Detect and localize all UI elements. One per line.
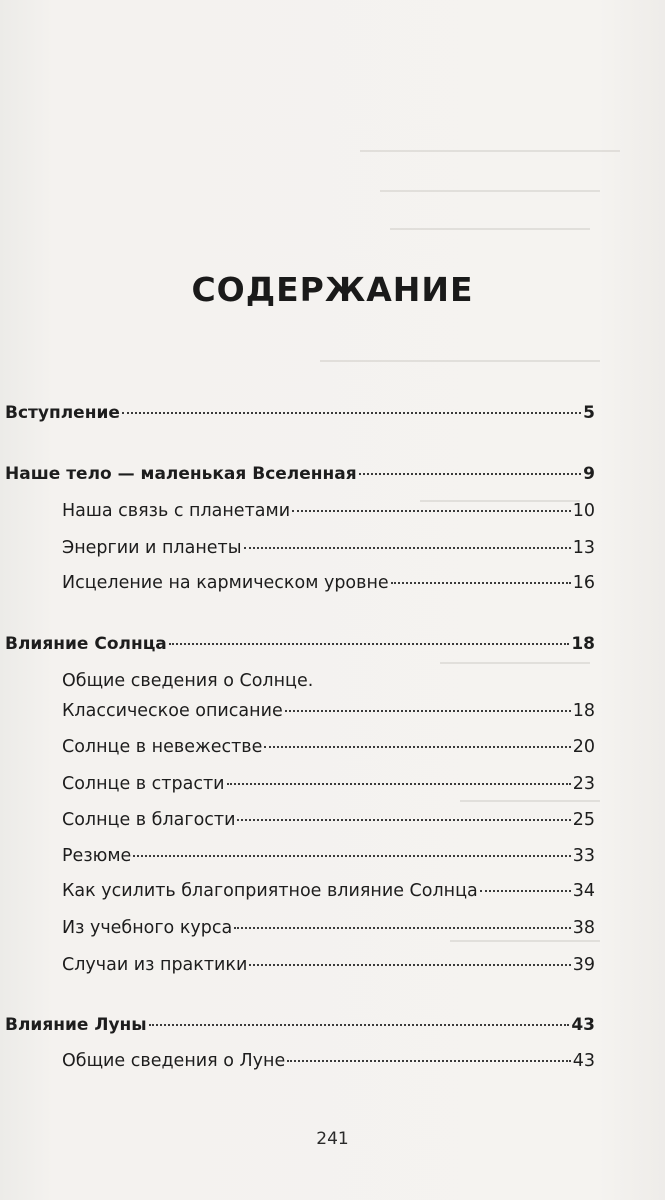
toc-entry-label: Солнце в невежестве bbox=[62, 737, 263, 757]
toc-entry-label: Исцеление на кармическом уровне bbox=[62, 573, 389, 593]
toc-entry-page: 38 bbox=[572, 918, 595, 938]
toc-entry-chapter[interactable] bbox=[5, 1014, 595, 1036]
toc-entry-page: 39 bbox=[572, 955, 595, 975]
dot-leader bbox=[227, 779, 571, 785]
dot-leader bbox=[359, 469, 581, 475]
dot-leader bbox=[149, 1020, 570, 1026]
toc-entry-label: Из учебного курса bbox=[62, 918, 233, 938]
toc-entry-page: 25 bbox=[572, 810, 595, 830]
toc-entry-page: 9 bbox=[583, 464, 595, 484]
toc-entry[interactable] bbox=[62, 880, 595, 902]
toc-entry-label: Как усилить благоприятное влияние Солнца bbox=[62, 881, 478, 901]
toc-entry-page: 16 bbox=[572, 573, 595, 593]
toc-entry-page: 23 bbox=[572, 774, 595, 794]
toc-entry-page: 13 bbox=[572, 538, 595, 558]
toc-entry-label: Наше тело — маленькая Вселенная bbox=[5, 464, 357, 484]
toc-entry-page: 20 bbox=[572, 737, 595, 757]
toc-entry-label: Солнце в благости bbox=[62, 810, 236, 830]
dot-leader bbox=[244, 543, 571, 549]
dot-leader bbox=[237, 815, 570, 821]
toc-entry[interactable] bbox=[62, 572, 595, 594]
toc-entry-page: 33 bbox=[572, 846, 595, 866]
toc-entry-label: Энергии и планеты bbox=[62, 538, 242, 558]
toc-entry-label: Солнце в страсти bbox=[62, 774, 225, 794]
toc-entry[interactable] bbox=[62, 809, 595, 831]
dot-leader bbox=[122, 408, 581, 414]
toc-entry-label-line1: Общие сведения о Солнце. bbox=[62, 671, 314, 691]
toc-entry-page: 43 bbox=[571, 1015, 595, 1035]
dot-leader bbox=[287, 1056, 570, 1062]
toc-entry[interactable] bbox=[62, 500, 595, 522]
toc-entry[interactable] bbox=[62, 736, 595, 758]
page-title: СОДЕРЖАНИЕ bbox=[191, 270, 474, 309]
toc-entry-label: Резюме bbox=[62, 846, 132, 866]
toc-entry[interactable] bbox=[62, 954, 595, 976]
toc-entry-label: Случаи из практики bbox=[62, 955, 248, 975]
dot-leader bbox=[264, 742, 570, 748]
toc-entry-page: 5 bbox=[583, 403, 595, 423]
toc-entry-label: Влияние Солнца bbox=[5, 634, 167, 654]
toc-entry-page: 10 bbox=[572, 501, 595, 521]
toc-entry-page: 18 bbox=[572, 701, 595, 721]
toc-entry-page: 43 bbox=[572, 1051, 595, 1071]
toc-entry[interactable] bbox=[62, 773, 595, 795]
toc-entry-label: Вступление bbox=[5, 403, 120, 423]
toc-entry[interactable] bbox=[62, 845, 595, 867]
dot-leader bbox=[234, 923, 571, 929]
dot-leader bbox=[133, 851, 570, 857]
toc-entry-page: 34 bbox=[572, 881, 595, 901]
toc-entry-chapter[interactable] bbox=[5, 402, 595, 424]
toc-entry-label: Общие сведения о Луне bbox=[62, 1051, 286, 1071]
toc-entry[interactable] bbox=[62, 537, 595, 559]
dot-leader bbox=[249, 960, 570, 966]
toc-entry[interactable] bbox=[62, 1050, 595, 1072]
dot-leader bbox=[480, 886, 571, 892]
toc-entry[interactable] bbox=[62, 917, 595, 939]
dot-leader bbox=[391, 578, 571, 584]
toc-entry-page: 18 bbox=[571, 634, 595, 654]
toc-entry-chapter[interactable] bbox=[5, 463, 595, 485]
toc-entry-label: Классическое описание bbox=[62, 701, 283, 721]
dot-leader bbox=[285, 706, 571, 712]
toc-entry[interactable] bbox=[62, 700, 595, 722]
page-number: 241 bbox=[316, 1129, 349, 1149]
dot-leader bbox=[292, 506, 571, 512]
dot-leader bbox=[169, 639, 570, 645]
toc-entry-chapter[interactable] bbox=[5, 633, 595, 655]
toc-entry-label: Наша связь с планетами bbox=[62, 501, 291, 521]
toc-entry-label: Влияние Луны bbox=[5, 1015, 147, 1035]
